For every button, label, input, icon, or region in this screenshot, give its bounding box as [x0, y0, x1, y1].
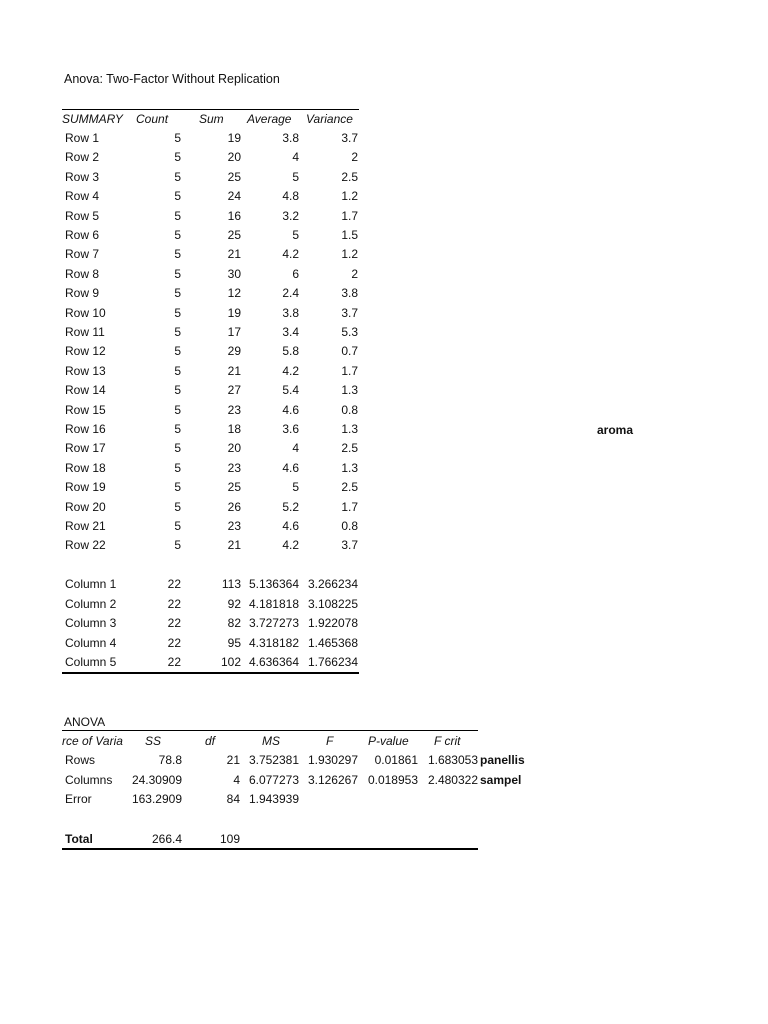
- table-row-cell: 27: [227, 383, 241, 398]
- table-row-cell: 4.6: [282, 460, 299, 475]
- summary-header-count: Count: [136, 112, 169, 126]
- column-summary-cell: Column 4: [65, 635, 117, 650]
- anova-bottom-border: [62, 848, 478, 850]
- table-row-cell: Row 22: [65, 538, 106, 553]
- table-row-cell: Row 9: [65, 286, 100, 301]
- anova-header-0: rce of Varia: [62, 734, 123, 748]
- table-row-cell: 0.8: [341, 402, 358, 417]
- table-row-cell: 4: [292, 441, 299, 456]
- column-summary-cell: 3.727273: [248, 616, 299, 631]
- table-row-cell: Row 19: [65, 480, 106, 495]
- table-row-cell: 26: [227, 499, 241, 514]
- table-row-cell: 5: [174, 441, 181, 456]
- table-row-cell: 5: [174, 169, 181, 184]
- table-row-cell: 25: [227, 228, 241, 242]
- anova-row-cell: 4: [233, 772, 240, 787]
- table-row-cell: 20: [227, 441, 241, 456]
- table-row-cell: 5.2: [282, 499, 299, 514]
- column-summary-cell: 92: [227, 596, 241, 611]
- table-row-cell: Row 21: [65, 519, 106, 533]
- table-row-cell: 5: [292, 169, 299, 184]
- table-row-cell: 18: [227, 422, 241, 436]
- table-row-cell: 19: [227, 131, 241, 145]
- anova-total-cell: 266.4: [151, 832, 182, 846]
- table-row-cell: 23: [227, 460, 241, 475]
- table-row-cell: Row 3: [65, 169, 100, 184]
- table-row-cell: 23: [227, 402, 241, 417]
- table-row-cell: 0.7: [341, 344, 358, 359]
- anova-row-cell: 78.8: [158, 753, 182, 767]
- column-summary-cell: 1.766234: [307, 655, 358, 670]
- anova-row-cell: 21: [226, 753, 240, 767]
- column-summary-cell: 82: [227, 616, 241, 631]
- table-row-cell: Row 1: [65, 131, 100, 145]
- anova-row-cell: 3.126267: [307, 772, 358, 787]
- table-row-cell: 1.3: [341, 422, 358, 436]
- column-summary-cell: 95: [227, 635, 241, 650]
- table-row-cell: 4.2: [282, 247, 299, 262]
- table-row-cell: 6: [292, 266, 299, 281]
- table-row-cell: 21: [227, 363, 241, 378]
- anova-row-cell: 24.30909: [131, 772, 182, 787]
- table-row-cell: Row 10: [65, 305, 106, 320]
- table-row-cell: Row 15: [65, 402, 106, 417]
- table-row-cell: 4: [292, 150, 299, 165]
- table-row-cell: 4.6: [282, 519, 299, 533]
- table-row-cell: 1.2: [341, 247, 358, 262]
- table-row-cell: Row 2: [65, 150, 100, 165]
- table-row-cell: 21: [227, 247, 241, 262]
- column-summary-cell: 3.108225: [307, 596, 358, 611]
- table-row-cell: Row 8: [65, 266, 100, 281]
- table-row-cell: 2: [351, 266, 358, 281]
- table-row-cell: Row 11: [65, 325, 105, 339]
- table-row-cell: 5: [174, 480, 181, 495]
- table-row-cell: 4.8: [282, 189, 299, 204]
- table-row-cell: 20: [227, 150, 241, 165]
- table-row-cell: 5: [174, 499, 181, 514]
- table-row-cell: 2.5: [341, 169, 358, 184]
- anova-row-cell: Error: [65, 792, 92, 806]
- table-row-cell: 5: [174, 208, 181, 223]
- table-row-cell: 5: [292, 480, 299, 495]
- table-row-cell: 5.3: [341, 325, 358, 339]
- table-row-cell: 1.7: [341, 208, 358, 223]
- column-summary-cell: 102: [220, 655, 241, 670]
- column-summary-cell: Column 3: [65, 616, 117, 631]
- table-row-cell: 1.7: [341, 363, 358, 378]
- anova-total-cell: 109: [219, 832, 240, 846]
- table-row-cell: 16: [227, 208, 241, 223]
- column-summary-cell: 1.465368: [307, 635, 358, 650]
- anova-top-border: [62, 730, 478, 731]
- table-row-cell: 2.5: [341, 441, 358, 456]
- anova-header-3: MS: [262, 734, 280, 748]
- table-row-cell: 5: [174, 189, 181, 204]
- anova-header-4: F: [326, 734, 334, 748]
- table-row-cell: 29: [227, 344, 241, 359]
- table-row-cell: 5: [174, 460, 181, 475]
- table-row-cell: 3.8: [282, 305, 299, 320]
- column-summary-cell: 22: [167, 635, 181, 650]
- table-row-cell: 3.8: [282, 131, 299, 145]
- table-row-cell: Row 16: [65, 422, 106, 436]
- table-row-cell: 5: [174, 344, 181, 359]
- summary-header-average: Average: [247, 112, 292, 126]
- table-row-cell: 17: [227, 325, 241, 339]
- anova-row-cell: 1.930297: [307, 753, 358, 767]
- table-row-cell: 5: [174, 519, 181, 533]
- anova-row-cell: 6.077273: [248, 772, 299, 787]
- sheet-title: Anova: Two-Factor Without Replication: [64, 72, 280, 86]
- table-row-cell: 25: [227, 169, 241, 184]
- table-row-cell: 5.4: [282, 383, 299, 398]
- anova-row-cell: 1.943939: [248, 792, 299, 806]
- table-row-cell: 2.5: [341, 480, 358, 495]
- anova-row-cell: 0.01861: [374, 753, 418, 767]
- table-row-cell: 5: [174, 228, 181, 242]
- table-row-cell: Row 20: [65, 499, 106, 514]
- table-row-cell: 3.8: [341, 286, 358, 301]
- column-summary-cell: 1.922078: [307, 616, 358, 631]
- table-row-cell: 1.3: [341, 383, 358, 398]
- table-row-cell: 3.4: [282, 325, 299, 339]
- table-row-cell: Row 12: [65, 344, 106, 359]
- summary-header-sum: Sum: [199, 112, 224, 126]
- table-row-cell: 2.4: [282, 286, 299, 301]
- column-summary-cell: 4.318182: [248, 635, 299, 650]
- column-summary-cell: 22: [167, 655, 181, 670]
- table-row-cell: 5: [174, 363, 181, 378]
- summary-top-border: [62, 109, 359, 110]
- anova-row-cell: 1.683053: [427, 753, 478, 767]
- table-row-cell: 3.6: [282, 422, 299, 436]
- anova-header-6: F crit: [434, 734, 461, 748]
- column-summary-cell: 22: [167, 616, 181, 631]
- table-row-cell: Row 13: [65, 363, 106, 378]
- anova-header-2: df: [205, 734, 216, 748]
- anova-row-cell: Rows: [65, 753, 96, 767]
- column-summary-cell: 5.136364: [248, 577, 299, 591]
- table-row-cell: 5: [292, 228, 299, 242]
- table-row-cell: Row 17: [65, 441, 106, 456]
- anova-row-cell: 0.018953: [367, 772, 418, 787]
- table-row-cell: Row 6: [65, 228, 100, 242]
- anova-header-1: SS: [145, 734, 162, 748]
- column-summary-cell: 3.266234: [307, 577, 358, 591]
- table-row-cell: 3.7: [341, 305, 358, 320]
- column-summary-cell: Column 1: [65, 577, 117, 591]
- table-row-cell: 4.6: [282, 402, 299, 417]
- table-row-cell: 4.2: [282, 363, 299, 378]
- table-row-cell: 4.2: [282, 538, 299, 553]
- table-row-cell: 3.2: [282, 208, 299, 223]
- table-row-cell: 5: [174, 538, 181, 553]
- anova-note-panellis: panellis: [480, 753, 525, 767]
- table-row-cell: 1.5: [341, 228, 358, 242]
- column-summary-cell: 22: [167, 596, 181, 611]
- table-row-cell: 30: [227, 266, 241, 281]
- table-row-cell: 5: [174, 286, 181, 301]
- table-row-cell: 5: [174, 266, 181, 281]
- table-row-cell: Row 7: [65, 247, 100, 262]
- column-summary-cell: 113: [221, 577, 241, 591]
- table-row-cell: 5: [174, 305, 181, 320]
- summary-header-variance: Variance: [306, 112, 353, 126]
- table-row-cell: 5: [174, 131, 181, 145]
- anova-total-cell: Total: [65, 832, 93, 846]
- table-row-cell: 24: [227, 189, 241, 204]
- anova-row-cell: 163.2909: [131, 792, 182, 806]
- table-row-cell: 2: [351, 150, 358, 165]
- table-row-cell: 5: [174, 150, 181, 165]
- table-row-cell: 5: [174, 383, 181, 398]
- table-row-cell: 1.3: [341, 460, 358, 475]
- anova-header-5: P-value: [368, 734, 409, 748]
- anova-row-cell: 84: [226, 792, 240, 806]
- table-row-cell: 21: [227, 538, 241, 553]
- column-summary-cell: 4.181818: [248, 596, 299, 611]
- column-summary-cell: 4.636364: [248, 655, 299, 670]
- summary-bottom-border: [62, 672, 359, 674]
- table-row-cell: 5: [174, 325, 181, 339]
- table-row-cell: 5: [174, 402, 181, 417]
- anova-label: ANOVA: [64, 715, 106, 729]
- table-row-cell: 3.7: [341, 538, 358, 553]
- table-row-cell: 1.7: [341, 499, 358, 514]
- table-row-cell: Row 5: [65, 208, 100, 223]
- side-label-aroma: aroma: [597, 423, 634, 437]
- table-row-cell: 0.8: [341, 519, 358, 533]
- table-row-cell: Row 18: [65, 460, 106, 475]
- table-row-cell: 12: [227, 286, 241, 301]
- table-row-cell: 23: [227, 519, 241, 533]
- anova-note-sampel: sampel: [480, 772, 522, 787]
- table-row-cell: 5: [174, 422, 181, 436]
- column-summary-cell: Column 5: [65, 655, 117, 670]
- anova-row-cell: 3.752381: [248, 753, 299, 767]
- table-row-cell: 1.2: [341, 189, 358, 204]
- table-row-cell: 5.8: [282, 344, 299, 359]
- anova-row-cell: 2.480322: [427, 772, 478, 787]
- table-row-cell: 5: [174, 247, 181, 262]
- anova-row-cell: Columns: [65, 772, 113, 787]
- column-summary-cell: 22: [167, 577, 181, 591]
- table-row-cell: 3.7: [341, 131, 358, 145]
- table-row-cell: 19: [227, 305, 241, 320]
- table-row-cell: Row 14: [65, 383, 106, 398]
- column-summary-cell: Column 2: [65, 596, 117, 611]
- table-row-cell: Row 4: [65, 189, 100, 204]
- summary-header-summary: SUMMARY: [62, 112, 123, 126]
- table-row-cell: 25: [227, 480, 241, 495]
